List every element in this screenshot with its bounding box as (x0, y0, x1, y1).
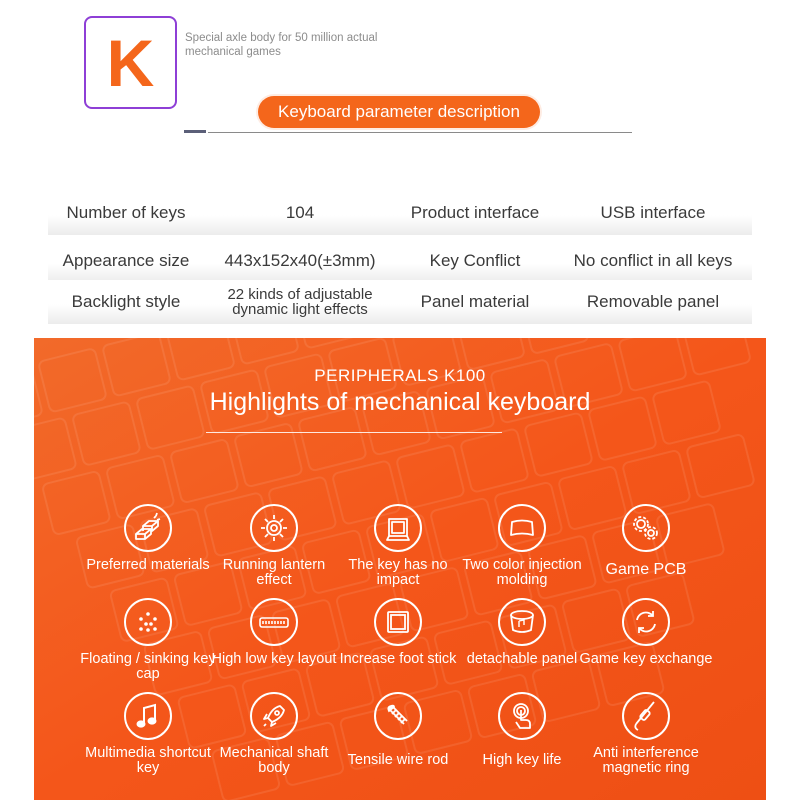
feature-label: Game key exchange (579, 651, 713, 667)
section-title-pill: Keyboard parameter description (258, 96, 540, 128)
feature-key-no-impact (330, 504, 468, 604)
music-note-icon (124, 692, 172, 740)
square-key-icon (374, 598, 422, 646)
feature-anti-interference-ring (578, 692, 716, 792)
k-logo (84, 16, 177, 109)
feature-multimedia-shortcut (80, 692, 218, 792)
param-label: Panel material (420, 292, 530, 311)
param-value: No conflict in all keys (573, 251, 733, 270)
exchange-icon (622, 598, 670, 646)
table-row (48, 191, 752, 235)
param-value: USB interface (600, 203, 706, 222)
feature-floating-sinking-keycap (80, 598, 218, 698)
param-label: Number of keys (66, 203, 186, 222)
table-row (48, 239, 752, 283)
feature-label: Two color injection molding (462, 557, 582, 588)
feature-label: Anti interference magnetic ring (593, 745, 699, 776)
feature-label: detachable panel (466, 651, 578, 667)
feature-increase-foot-stick (330, 598, 468, 698)
banner-rule (206, 432, 502, 433)
key-row-icon (250, 598, 298, 646)
banner-subtitle: PERIPHERALS K100 (314, 366, 486, 385)
feature-label: Mechanical shaft body (219, 745, 329, 776)
feature-high-key-life (454, 692, 592, 792)
feature-label: Multimedia shortcut key (85, 745, 211, 776)
feature-label: Running lantern effect (222, 557, 326, 588)
feature-preferred-materials (80, 504, 218, 604)
cable-icon (374, 692, 422, 740)
magnetic-ring-icon (622, 692, 670, 740)
param-value: 22 kinds of adjustable dynamic light effects (227, 286, 373, 318)
lantern-icon (250, 504, 298, 552)
feature-label: Increase foot stick (339, 651, 457, 667)
banner-title: Highlights of mechanical keyboard (209, 388, 591, 416)
tagline: Special axle body for 50 million actual mechanical games (185, 32, 378, 58)
logo-letter: K (106, 25, 155, 100)
param-label: Appearance size (62, 251, 190, 270)
highlights-banner (34, 338, 766, 800)
feature-detachable-panel (454, 598, 592, 698)
table-row (48, 280, 752, 324)
param-value: 104 (285, 203, 315, 222)
spacebar-icon (498, 504, 546, 552)
feature-label: The key has no impact (348, 557, 448, 588)
cylinder-icon (498, 598, 546, 646)
feature-label: Preferred materials (86, 557, 210, 573)
title-rule (208, 132, 632, 133)
feature-game-pcb (578, 504, 716, 604)
feature-label: High low key layout (211, 651, 337, 667)
param-value: 443x152x40(±3mm) (224, 251, 376, 270)
gears-icon (622, 504, 670, 552)
param-value: Removable panel (586, 292, 720, 311)
feature-two-color-injection (454, 504, 592, 604)
feature-high-low-layout (206, 598, 344, 698)
feature-mechanical-shaft (206, 692, 344, 792)
feature-label: Game PCB (605, 561, 687, 578)
feature-label: Floating / sinking key cap (80, 651, 216, 682)
param-label: Product interface (410, 203, 540, 222)
dots-icon (124, 598, 172, 646)
rocket-icon (250, 692, 298, 740)
feature-game-key-exchange (578, 598, 716, 698)
feature-label: High key life (482, 752, 562, 768)
param-label: Key Conflict (429, 251, 521, 270)
feature-running-lantern (206, 504, 344, 604)
feature-tensile-wire-rod (330, 692, 468, 792)
feature-label: Tensile wire rod (347, 752, 449, 768)
keycap-icon (374, 504, 422, 552)
finger-press-icon (498, 692, 546, 740)
material-bars-icon (124, 504, 172, 552)
title-rule-accent (184, 130, 206, 133)
param-label: Backlight style (71, 292, 181, 311)
